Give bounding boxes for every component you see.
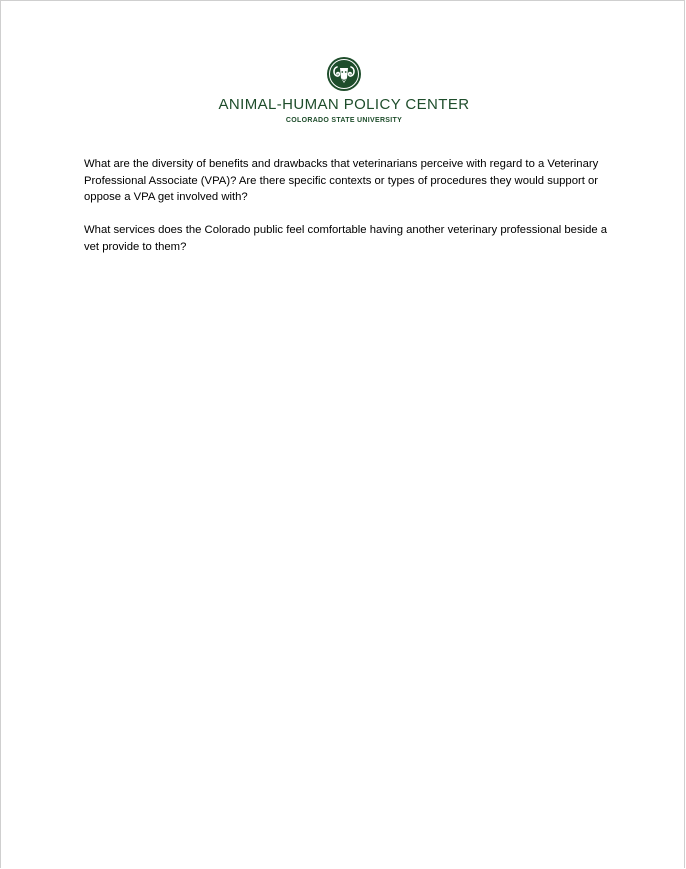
paragraph: What services does the Colorado public feel comfortable having another veterinary professional beside a vet provide to them? [84,224,608,253]
org-name: ANIMAL-HUMAN POLICY CENTER [218,96,470,113]
university-name: COLORADO STATE UNIVERSITY [285,117,403,124]
document-body [84,156,624,272]
paragraph: What are the diversity of benefits and drawbacks that veterinarians perceive with regard to a Veterinary Professional Associate (VPA)? Are there specific contexts or types of procedures they would support or oppose a VPA get involved with? [84,158,599,203]
ram-head-icon [326,56,362,92]
letterhead [1,56,686,125]
